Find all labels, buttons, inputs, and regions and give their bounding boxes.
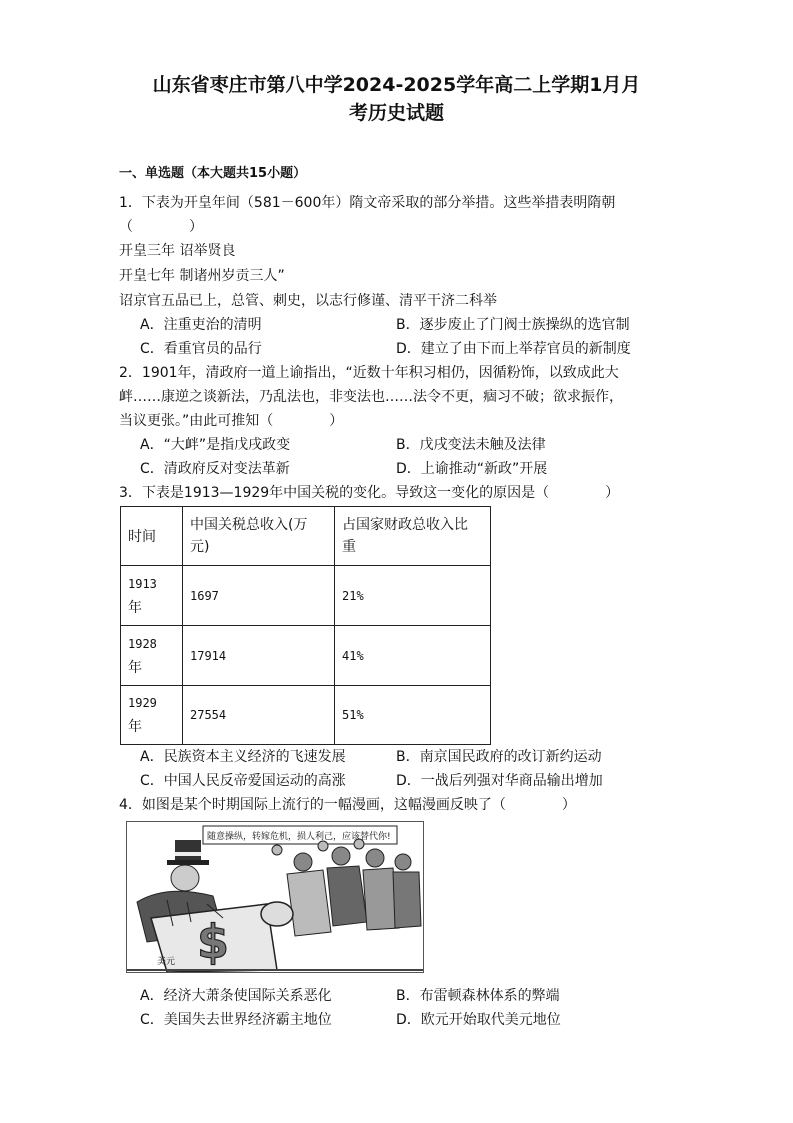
q1-option-c[interactable]: C．看重官员的品行 — [140, 341, 262, 357]
political-cartoon — [126, 821, 424, 973]
header-time: 时间 — [121, 507, 183, 566]
cartoon-caption: 随意操纵，转嫁危机，损人利己，应该替代你! — [207, 832, 391, 842]
table-row — [121, 626, 491, 686]
q1-option-d[interactable]: D．建立了由下而上举荐官员的新制度 — [396, 341, 631, 357]
q3-option-b[interactable]: B．南京国民政府的改订新约运动 — [396, 749, 602, 765]
q2-option-d[interactable]: D．上谕推动“新政”开展 — [396, 461, 548, 477]
cartoon-label: 美元 — [157, 957, 176, 967]
q2-stem-line1: 2．1901年，清政府一道上谕指出，“近数十年积习相仍，因循粉饰，以致成此大 — [119, 365, 619, 381]
q2-option-b[interactable]: B．戊戌变法未触及法律 — [396, 437, 546, 453]
hat-icon — [175, 840, 201, 862]
cartoon-illustration — [127, 822, 423, 972]
q4-stem: 4．如图是某个时期国际上流行的一幅漫画，这幅漫画反映了（ ） — [119, 797, 576, 813]
table-row — [121, 686, 491, 745]
cell-share: 41% — [335, 626, 491, 686]
q4-option-a[interactable]: A．经济大萧条使国际关系恶化 — [140, 988, 332, 1004]
q1-measure-3: 诏京官五品已上，总管、刺史，以志行修谨、清平干济二科举 — [119, 293, 497, 309]
cell-income: 17914 — [183, 626, 335, 686]
cell-share: 51% — [335, 686, 491, 745]
q1-measure-1: 开皇三年 诏举贤良 — [119, 243, 236, 259]
table-row — [121, 566, 491, 626]
q3-option-a[interactable]: A．民族资本主义经济的飞速发展 — [140, 749, 346, 765]
q3-option-c[interactable]: C．中国人民反帝爱国运动的高涨 — [140, 773, 346, 789]
cell-income: 1697 — [183, 566, 335, 626]
q3-stem: 3．下表是1913—1929年中国关税的变化。导致这一变化的原因是（ ） — [119, 485, 620, 501]
exam-title-line1: 山东省枣庄市第八中学2024-2025学年高二上学期1月月 — [152, 74, 641, 96]
table-header-row — [121, 507, 491, 566]
q2-stem-line2: 衅……康逆之谈新法，乃乱法也，非变法也……法令不更，痼习不破；欲求振作， — [119, 389, 623, 405]
svg-text:$: $ — [197, 915, 230, 969]
cell-year: 1928 年 — [121, 626, 183, 686]
cell-share: 21% — [335, 566, 491, 626]
section-heading: 一、单选题（本大题共15小题） — [119, 166, 307, 181]
tariff-table — [120, 506, 491, 745]
q2-stem-line3: 当议更张。”由此可推知（ ） — [119, 413, 344, 429]
header-share: 占国家财政总收入比 重 — [335, 507, 491, 566]
q1-option-a[interactable]: A．注重吏治的清明 — [140, 317, 262, 333]
q2-option-c[interactable]: C．清政府反对变法革新 — [140, 461, 290, 477]
header-income: 中国关税总收入(万 元) — [183, 507, 335, 566]
q4-option-b[interactable]: B．布雷顿森林体系的弊端 — [396, 988, 560, 1004]
cell-year: 1929 年 — [121, 686, 183, 745]
q4-option-c[interactable]: C．美国失去世界经济霸主地位 — [140, 1012, 332, 1028]
q1-stem-line2: （ ） — [119, 219, 203, 235]
q4-option-d[interactable]: D．欧元开始取代美元地位 — [396, 1012, 561, 1028]
q1-measure-2: 开皇七年 制诸州岁贡三人” — [119, 268, 285, 284]
q1-stem-line1: 1．下表为开皇年间（581－600年）隋文帝采取的部分举措。这些举措表明隋朝 — [119, 195, 616, 211]
q3-option-d[interactable]: D．一战后列强对华商品输出增加 — [396, 773, 603, 789]
q2-option-a[interactable]: A．“大衅”是指戊戌政变 — [140, 437, 291, 453]
exam-title-line2: 考历史试题 — [348, 102, 444, 124]
cell-year: 1913 年 — [121, 566, 183, 626]
cell-income: 27554 — [183, 686, 335, 745]
q1-option-b[interactable]: B．逐步废止了门阀士族操纵的选官制 — [396, 317, 630, 333]
